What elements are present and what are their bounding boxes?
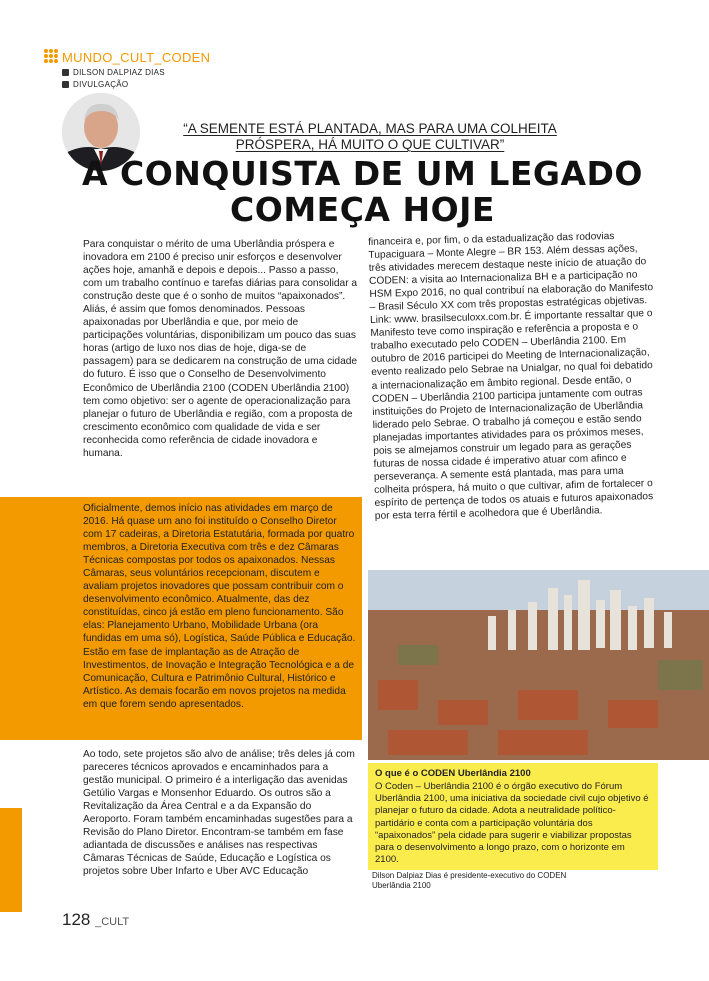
city-aerial-photo: [368, 570, 709, 760]
page-folio: [62, 910, 129, 930]
article-paragraph-2: Oficialmente, demos início nas atividades em março de 2016. Há quase um ano foi instituído o Conselho Diretor com 17 cadeiras, a Diretoria Estatutária, formada por quatro membros, a Diretoria Executiva com três e dez Câmaras Técnicas compostas por todos os apaixonados. Nessas Câmaras, seus voluntários recepcionam, discutem e avaliam projetos inovadores que possam contribuir com o desenvolvimento econômico. Atualmente, das dez constituídas, cinco já estão em pleno funcionamento. São elas: Planejamento Urbano, Mobilidade Urbana (ora fundidas em uma só), Logística, Saúde Pública e Educação. Estão em fase de implantação as de Atração de Investimentos, de Inovação e Integração Tecnológica e a de Comunicação, Cultura e Patrimônio Cultural, Histórico e Artístico. As demais focarão em novos projetos na medida em que forem sendo apresentados.: [83, 503, 356, 710]
photo-credit: [62, 80, 128, 89]
margin-accent-bar: [0, 808, 22, 912]
article-title: A CONQUISTA DE UM LEGADO COMEÇA HOJE: [82, 154, 643, 229]
photo-credit-text: DIVULGAÇÃO: [73, 80, 129, 89]
article-subtitle: “A SEMENTE ESTÁ PLANTADA, MAS PARA UMA COLHEITA PRÓSPERA, HÁ MUITO O QUE CULTIVAR”: [183, 121, 557, 152]
photo-caption: Dilson Dalpiaz Dias é presidente-executivo do CODEN Uberlândia 2100: [372, 871, 567, 890]
section-dots-icon: [44, 49, 58, 63]
author-credit: [62, 68, 165, 77]
info-sidebar: [368, 763, 658, 870]
section-label: MUNDO_CULT_CODEN: [62, 50, 211, 65]
article-paragraph-4: financeira e, por fim, o da estadualização das rodovias Tupaciguara – Monte Alegre – BR 153. Além dessas ações, três atividades merecem destaque neste início de atuação do CODEN: a visita ao Internacionaliza BH e a participação no HSM Expo 2016, no qual contribuí na elaboração do Manifesto – Brasil Século XX com três propostas estratégicas objetivas. Link: www. brasilseculoxx.com.br. É importante ressaltar que o Manifesto teve como inspiração e referência a proposta e o trabalho executado pelo CODEN – Uberlândia 2100. Em outubro de 2016 participei do Meeting de Internacionalização, evento realizado pelo Sebrae na Unialgar, no qual foi debatido a internacionalização em âmbito regional. Desde então, o CODEN – Uberlândia 2100 participa juntamente com outras instituições do Projeto de Internacionalização de Uberlândia liderado pelo Sebrae. O trabalho já começou e estão sendo planejadas importantes atividades para os próximos meses, pois se almejamos construir um legado para as gerações futuras de nossa cidade é imperativo atuar com afinco e perseverança. A semente está plantada, mas para uma colheita próspera, há muito o que cultivar, afim de fortalecer o espírito de pertença de todos os atuais e futuros apaixonados por esta terra fértil e acolhedora que é Uberlândia.: [368, 230, 654, 522]
sidebar-heading: O que é o CODEN Uberlândia 2100: [375, 768, 531, 779]
article-paragraph-3: Ao todo, sete projetos são alvo de análise; três deles já com pareceres técnicos aprovados e encaminhados para a gestão municipal. O primeiro é a interligação das avenidas Getúlio Vargas e Monsenhor Eduardo. Os outros são a Revitalização da Área Central e a da Expansão do Aeroporto. Foram também encaminhadas sugestões para a Revisão do Plano Diretor. Encontram-se também em fase adiantada de discussões e análises nas respectivas Câmaras Técnicas de Saúde, Educação e Logística os projetos sobre Uber Infarto e Uber AVC Educação: [83, 749, 355, 878]
magazine-name: _CULT: [95, 916, 130, 928]
page-number: 128: [62, 910, 91, 929]
author-name: DILSON DALPIAZ DIAS: [73, 68, 165, 77]
sidebar-text: O Coden – Uberlândia 2100 é o órgão executivo do Fórum Uberlândia 2100, uma iniciativa da sociedade civil cujo objetivo é planejar o futuro da cidade. Adota a neutralidade político-partidário e conta com a participação voluntária dos “apaixonados” pela cidade para sugerir e viabilizar propostas para o desenvolvimento a longo prazo, com o horizonte em 2100.: [375, 781, 649, 866]
camera-icon: [62, 81, 69, 88]
pencil-icon: [62, 69, 69, 76]
article-paragraph-1: Para conquistar o mérito de uma Uberlândia próspera e inovadora em 2100 é preciso unir esforços e desenvolver ações hoje, amanhã e depois e depois... Passo a passo, com um trabalho contínuo e tarefas diárias para consolidar a construção deste que é o sonho de muitos “apaixonados”. Aliás, é assim que fomos denominados. Pessoas apaixonadas por Uberlândia e que, por meio de participações voluntárias, disponibilizam um pouco das suas horas (artigo de luxo nos dias de hoje, diga-se de passagem) para se dedicarem na construção de uma cidade do futuro. É isso que o Conselho de Desenvolvimento Econômico de Uberlândia 2100 (CODEN Uberlândia 2100) tem como objetivo: ser o agente de operacionalização para planejar o futuro de Uberlândia e região, com a proposta de crescimento econômico com qualidade de vida e ser reconhecida como referência de cidade inovadora e humana.: [83, 239, 358, 459]
